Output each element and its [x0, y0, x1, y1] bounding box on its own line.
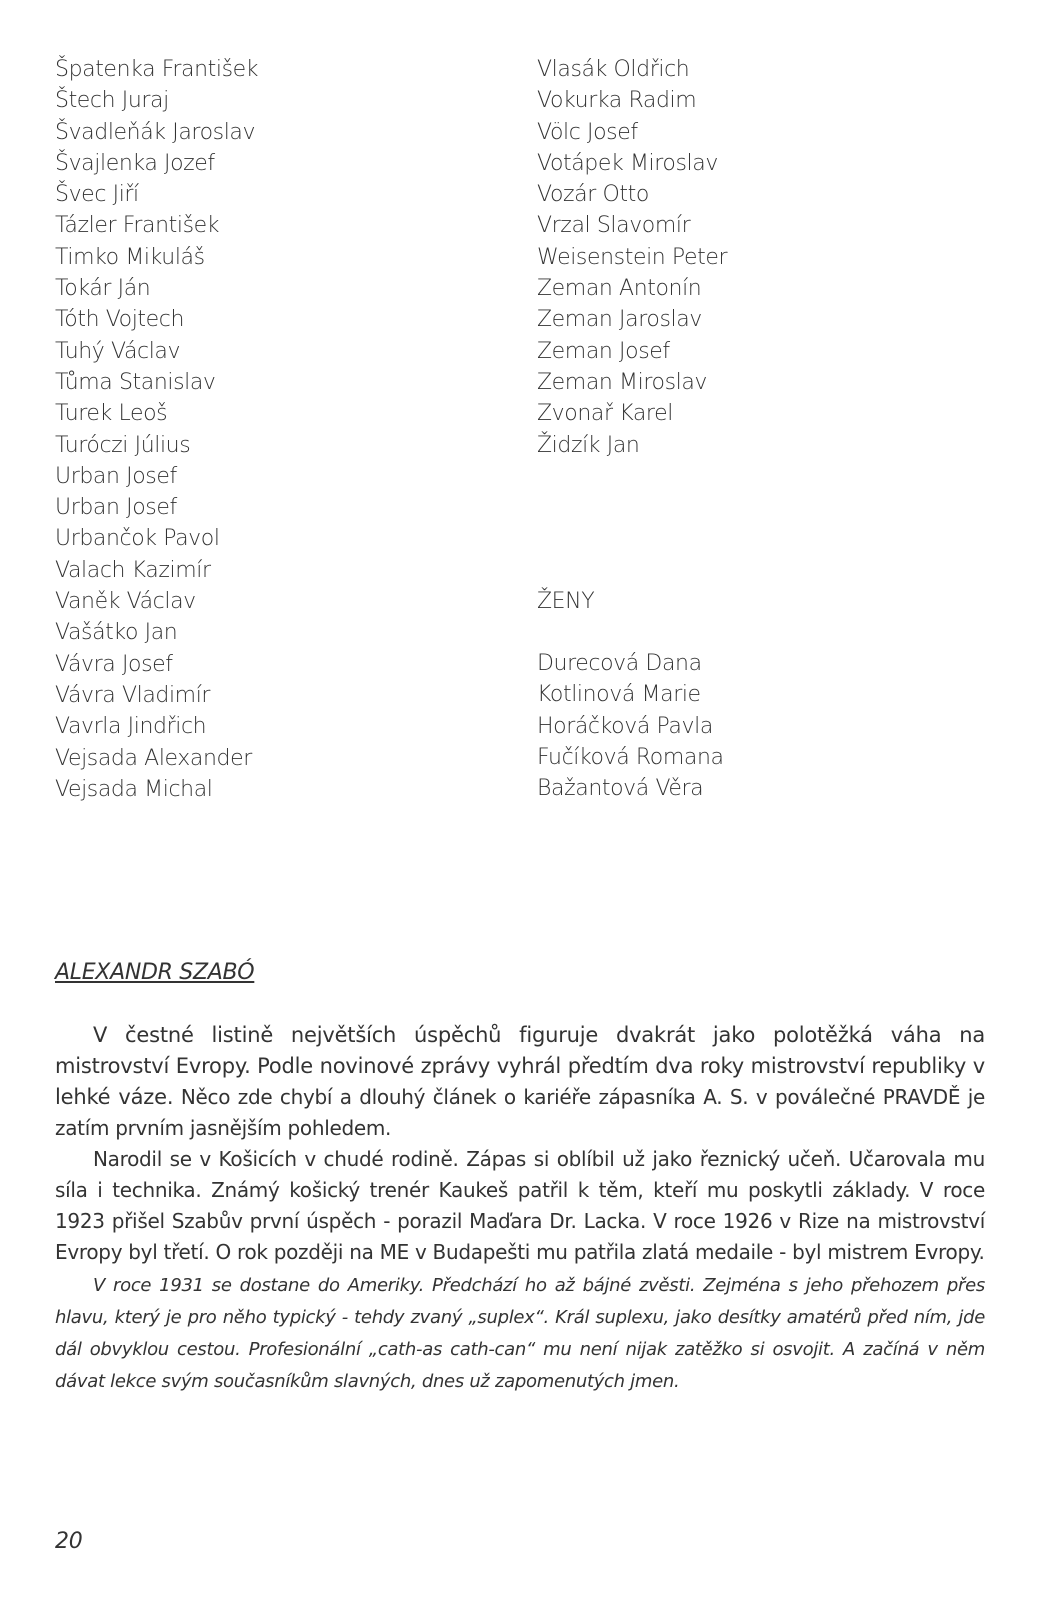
name-entry: Turek Leoš	[55, 401, 168, 427]
article-italic-paragraph: V roce 1931 se dostane do Ameriky. Předchází ho až bájné zvěsti. Zejména s jeho přehozem přes hlavu, který je pro něho typický - tehdy zvaný „suplex“. Král suplexu, jako desítky amatérů před ním, jde dál obvyklou cestou. Profesionální „cath-as cath-can“ mu není nijak zatěžko si osvojit. A začíná v něm dávat lekce svým současníkům slavných, dnes už zapomenutých jmen.	[55, 1275, 985, 1392]
name-entry: Urbančok Pavol	[55, 526, 220, 552]
article-body	[55, 1020, 985, 1398]
page-number: 20	[55, 1529, 83, 1554]
name-entry: Zeman Antonín	[537, 276, 702, 302]
name-entry: Vozár Otto	[537, 182, 649, 208]
name-entry: Vokurka Radim	[537, 88, 697, 114]
name-entry: Zeman Miroslav	[537, 369, 708, 395]
name-entry: Špatenka František	[55, 57, 259, 82]
name-entry: Vávra Josef	[55, 651, 173, 677]
name-entry: Urban Josef	[55, 463, 177, 489]
name-entry: Zeman Josef	[537, 338, 670, 364]
article-paragraph: Narodil se v Košicích v chudé rodině. Zápas si oblíbil už jako řeznický učeň. Učarovala mu síla i technika. Známý košický trenér Kaukeš patřil k těm, kteří mu poskytli základy. V roce 1923 přišel Szabův první úspěch - porazil Maďara Dr. Lacka. V roce 1926 v Rize na mistrovství Evropy byl třetí. O rok později na ME v Budapešti mu patřila zlatá medaile - byl mistrem Evropy.	[55, 1147, 985, 1264]
name-entry: Štech Juraj	[55, 88, 169, 114]
women-name-entry: Fučíková Romana	[537, 745, 724, 771]
name-entry: Židzík Jan	[537, 432, 640, 458]
name-entry: Tuhý Václav	[55, 338, 181, 364]
name-entry: Vrzal Slavomír	[537, 213, 691, 239]
name-entry: Vávra Vladimír	[55, 682, 211, 708]
name-entry: Vejsada Alexander	[55, 745, 252, 771]
name-entry: Valach Kazimír	[55, 557, 211, 583]
article-heading: ALEXANDR SZABÓ	[55, 960, 255, 985]
name-entry: Tázler František	[55, 213, 220, 239]
name-entry: Tokár Ján	[55, 276, 151, 302]
article-lead-text: V čestné listině největších úspěchů figuruje dvakrát jako polotěžká váha na mistrovství Evropy. Podle novinové zprávy vyhrál předtím dva roky mistrovství republiky v lehké váze.	[55, 1023, 985, 1109]
name-entry: Tóth Vojtech	[55, 307, 185, 333]
right-name-column	[537, 54, 977, 805]
women-name-entry: Durecová Dana	[537, 651, 702, 677]
women-name-entry: Bažantová Věra	[537, 776, 704, 802]
name-entry: Tůma Stanislav	[55, 369, 216, 395]
name-entry: Turóczi Július	[55, 432, 191, 458]
name-entry: Weisenstein Peter	[537, 244, 728, 270]
name-entry: Vejsada Michal	[55, 776, 213, 802]
name-entry: Votápek Miroslav	[537, 150, 718, 176]
name-entry: Vavrla Jindřich	[55, 714, 207, 740]
women-name-entry: Horáčková Pavla	[537, 713, 713, 739]
name-entry: Urban Josef	[55, 495, 177, 521]
name-entry: Völc Josef	[537, 119, 638, 145]
name-entry: Timko Mikuláš	[55, 244, 205, 270]
name-entry: Švec Jiří	[55, 182, 139, 208]
article-text: Něco zde chybí a dlouhý článek o kariéře zápasníka A. S. v poválečné PRAVDĚ je zatím prvním jasnějším pohledem.	[55, 1085, 985, 1140]
name-entry: Vaněk Václav	[55, 589, 196, 615]
left-name-column	[55, 54, 495, 805]
name-entry: Zvonař Karel	[537, 401, 673, 427]
name-entry: Švadleňák Jaroslav	[55, 119, 256, 145]
women-name-entry: Kotlinová Marie	[537, 682, 701, 708]
name-entry: Vlasák Oldřich	[537, 57, 690, 82]
name-entry: Zeman Jaroslav	[537, 307, 702, 333]
name-entry: Vašátko Jan	[55, 620, 178, 646]
name-entry: Švajlenka Jozef	[55, 150, 215, 176]
women-heading: ŽENY	[537, 588, 595, 614]
article-paragraph	[55, 1020, 985, 1144]
